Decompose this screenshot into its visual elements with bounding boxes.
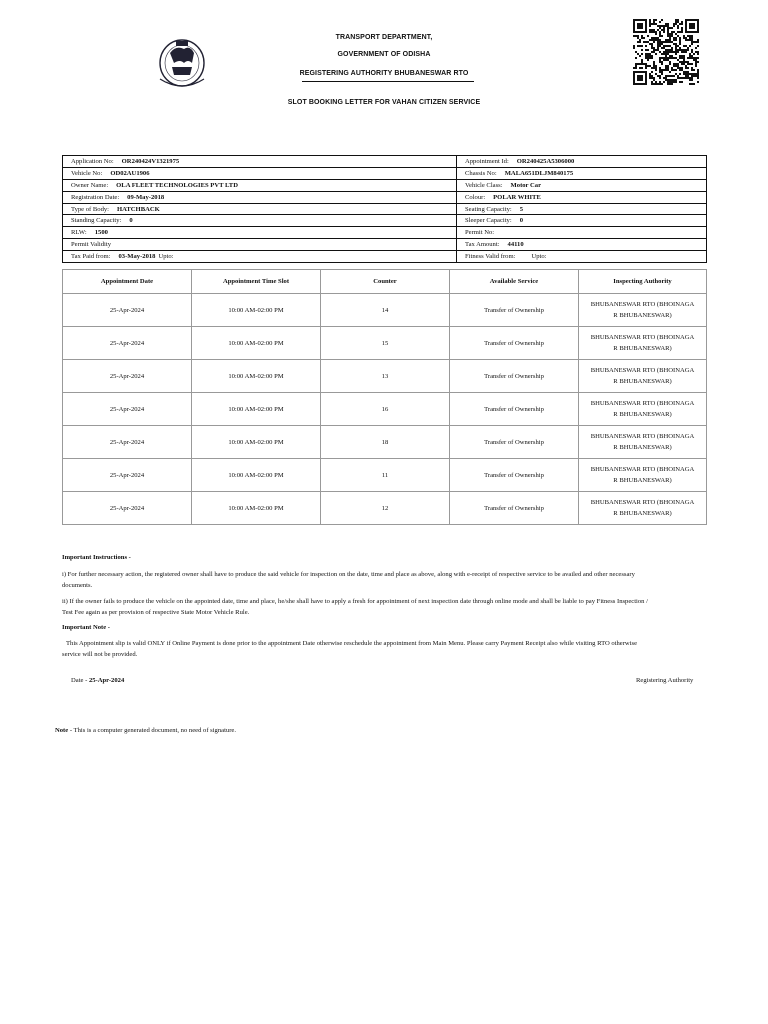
counter: 12	[321, 492, 450, 525]
authority-underline	[302, 81, 474, 82]
appointment-date: 25-Apr-2024	[63, 294, 192, 327]
info-cell-right: Sleeper Capacity: 0	[457, 215, 707, 227]
info-cell-left: Permit Validity	[63, 239, 457, 251]
appointment-date: 25-Apr-2024	[63, 360, 192, 393]
counter: 14	[321, 294, 450, 327]
odisha-emblem-icon	[146, 33, 218, 93]
appointment-date: 25-Apr-2024	[63, 492, 192, 525]
info-row	[63, 203, 707, 215]
counter: 18	[321, 426, 450, 459]
inspecting-authority: BHUBANESWAR RTO (BHOINAGA R BHUBANESWAR)	[579, 426, 707, 459]
info-cell-right: Appointment Id: OR240425A5306000	[457, 156, 707, 168]
service: Transfer of Ownership	[450, 294, 579, 327]
appointment-date: 25-Apr-2024	[63, 426, 192, 459]
table-row	[63, 360, 707, 393]
column-header: Appointment Time Slot	[192, 270, 321, 294]
info-cell-right: Permit No:	[457, 227, 707, 239]
instruction-item-2: ii) If the owner fails to produce the vehicle on the appointed date, time and place, he/she shall have to apply a fresh for appointment of next inspection date through online mode and shall be liable to pay Fitness Inspection / Test Fee again as per provision of respective State Motor Vehicle Rule.	[62, 598, 648, 616]
computer-generated-note: Note - This is a computer generated document, no need of signature.	[55, 727, 236, 734]
info-row	[63, 251, 707, 263]
inspecting-authority: BHUBANESWAR RTO (BHOINAGA R BHUBANESWAR)	[579, 393, 707, 426]
service: Transfer of Ownership	[450, 360, 579, 393]
note-heading: Important Note -	[62, 624, 110, 631]
info-cell-left: RLW: 1500	[63, 227, 457, 239]
table-header-row	[63, 270, 707, 294]
table-row	[63, 459, 707, 492]
inspecting-authority: BHUBANESWAR RTO (BHOINAGA R BHUBANESWAR)	[579, 294, 707, 327]
qr-code-icon	[633, 19, 699, 85]
table-row	[63, 327, 707, 360]
time-slot: 10:00 AM-02:00 PM	[192, 426, 321, 459]
time-slot: 10:00 AM-02:00 PM	[192, 393, 321, 426]
info-row	[63, 156, 707, 168]
date-line: Date - 25-Apr-2024	[71, 677, 125, 684]
service: Transfer of Ownership	[450, 426, 579, 459]
info-cell-right: Seating Capacity: 5	[457, 203, 707, 215]
counter: 11	[321, 459, 450, 492]
info-row	[63, 227, 707, 239]
info-cell-right: Fitness Valid from: Upto:	[457, 251, 707, 263]
counter: 13	[321, 360, 450, 393]
info-cell-left: Owner Name: OLA FLEET TECHNOLOGIES PVT LTD	[63, 179, 457, 191]
time-slot: 10:00 AM-02:00 PM	[192, 459, 321, 492]
note-body: This Appointment slip is valid ONLY if Online Payment is done prior to the appointment Date otherwise reschedule the appointment from Main Menu. Please carry Payment Receipt also while visiting RTO otherwise service will not be provided.	[62, 640, 638, 658]
inspecting-authority: BHUBANESWAR RTO (BHOINAGA R BHUBANESWAR)	[579, 459, 707, 492]
info-cell-right: Tax Amount: 44110	[457, 239, 707, 251]
column-header: Counter	[321, 270, 450, 294]
instruction-item-1: i) For further necessary action, the registered owner shall have to produce the said vehicle for inspection on the date, time and place as above, along with e-receipt of respective service to be availed and other necessary documents.	[62, 571, 635, 589]
letter-title: SLOT BOOKING LETTER FOR VAHAN CITIZEN SERVICE	[287, 99, 481, 106]
info-row	[63, 191, 707, 203]
appointment-date: 25-Apr-2024	[63, 393, 192, 426]
inspecting-authority: BHUBANESWAR RTO (BHOINAGA R BHUBANESWAR)	[579, 360, 707, 393]
info-cell-right: Chassis No: MALA651DLJM840175	[457, 167, 707, 179]
service: Transfer of Ownership	[450, 327, 579, 360]
counter: 15	[321, 327, 450, 360]
instructions-heading: Important Instructions -	[62, 554, 131, 561]
inspecting-authority: BHUBANESWAR RTO (BHOINAGA R BHUBANESWAR)	[579, 327, 707, 360]
time-slot: 10:00 AM-02:00 PM	[192, 327, 321, 360]
department-title: TRANSPORT DEPARTMENT,	[335, 34, 433, 41]
column-header: Appointment Date	[63, 270, 192, 294]
info-cell-right: Vehicle Class: Motor Car	[457, 179, 707, 191]
authority-title: REGISTERING AUTHORITY BHUBANESWAR RTO	[299, 70, 469, 77]
time-slot: 10:00 AM-02:00 PM	[192, 294, 321, 327]
appointment-table	[62, 269, 707, 525]
time-slot: 10:00 AM-02:00 PM	[192, 360, 321, 393]
service: Transfer of Ownership	[450, 393, 579, 426]
inspecting-authority: BHUBANESWAR RTO (BHOINAGA R BHUBANESWAR)	[579, 492, 707, 525]
info-cell-right: Colour: POLAR WHITE	[457, 191, 707, 203]
time-slot: 10:00 AM-02:00 PM	[192, 492, 321, 525]
info-row	[63, 239, 707, 251]
column-header: Available Service	[450, 270, 579, 294]
info-cell-left: Type of Body: HATCHBACK	[63, 203, 457, 215]
table-row	[63, 492, 707, 525]
info-row	[63, 167, 707, 179]
table-row	[63, 426, 707, 459]
info-cell-left: Tax Paid from: 03-May-2018 Upto:	[63, 251, 457, 263]
info-cell-left: Registration Date: 09-May-2018	[63, 191, 457, 203]
government-title: GOVERNMENT OF ODISHA	[337, 51, 431, 58]
info-row	[63, 215, 707, 227]
counter: 16	[321, 393, 450, 426]
info-cell-left: Application No: OR240424V1321975	[63, 156, 457, 168]
info-cell-left: Standing Capacity: 0	[63, 215, 457, 227]
table-row	[63, 294, 707, 327]
date-value: 25-Apr-2024	[88, 677, 125, 684]
info-cell-left: Vehicle No: OD02AU1906	[63, 167, 457, 179]
registering-authority-label: Registering Authority	[636, 677, 694, 684]
vehicle-info-table	[62, 155, 707, 263]
appointment-date: 25-Apr-2024	[63, 459, 192, 492]
service: Transfer of Ownership	[450, 459, 579, 492]
info-row	[63, 179, 707, 191]
appointment-date: 25-Apr-2024	[63, 327, 192, 360]
table-row	[63, 393, 707, 426]
service: Transfer of Ownership	[450, 492, 579, 525]
column-header: Inspecting Authority	[579, 270, 707, 294]
